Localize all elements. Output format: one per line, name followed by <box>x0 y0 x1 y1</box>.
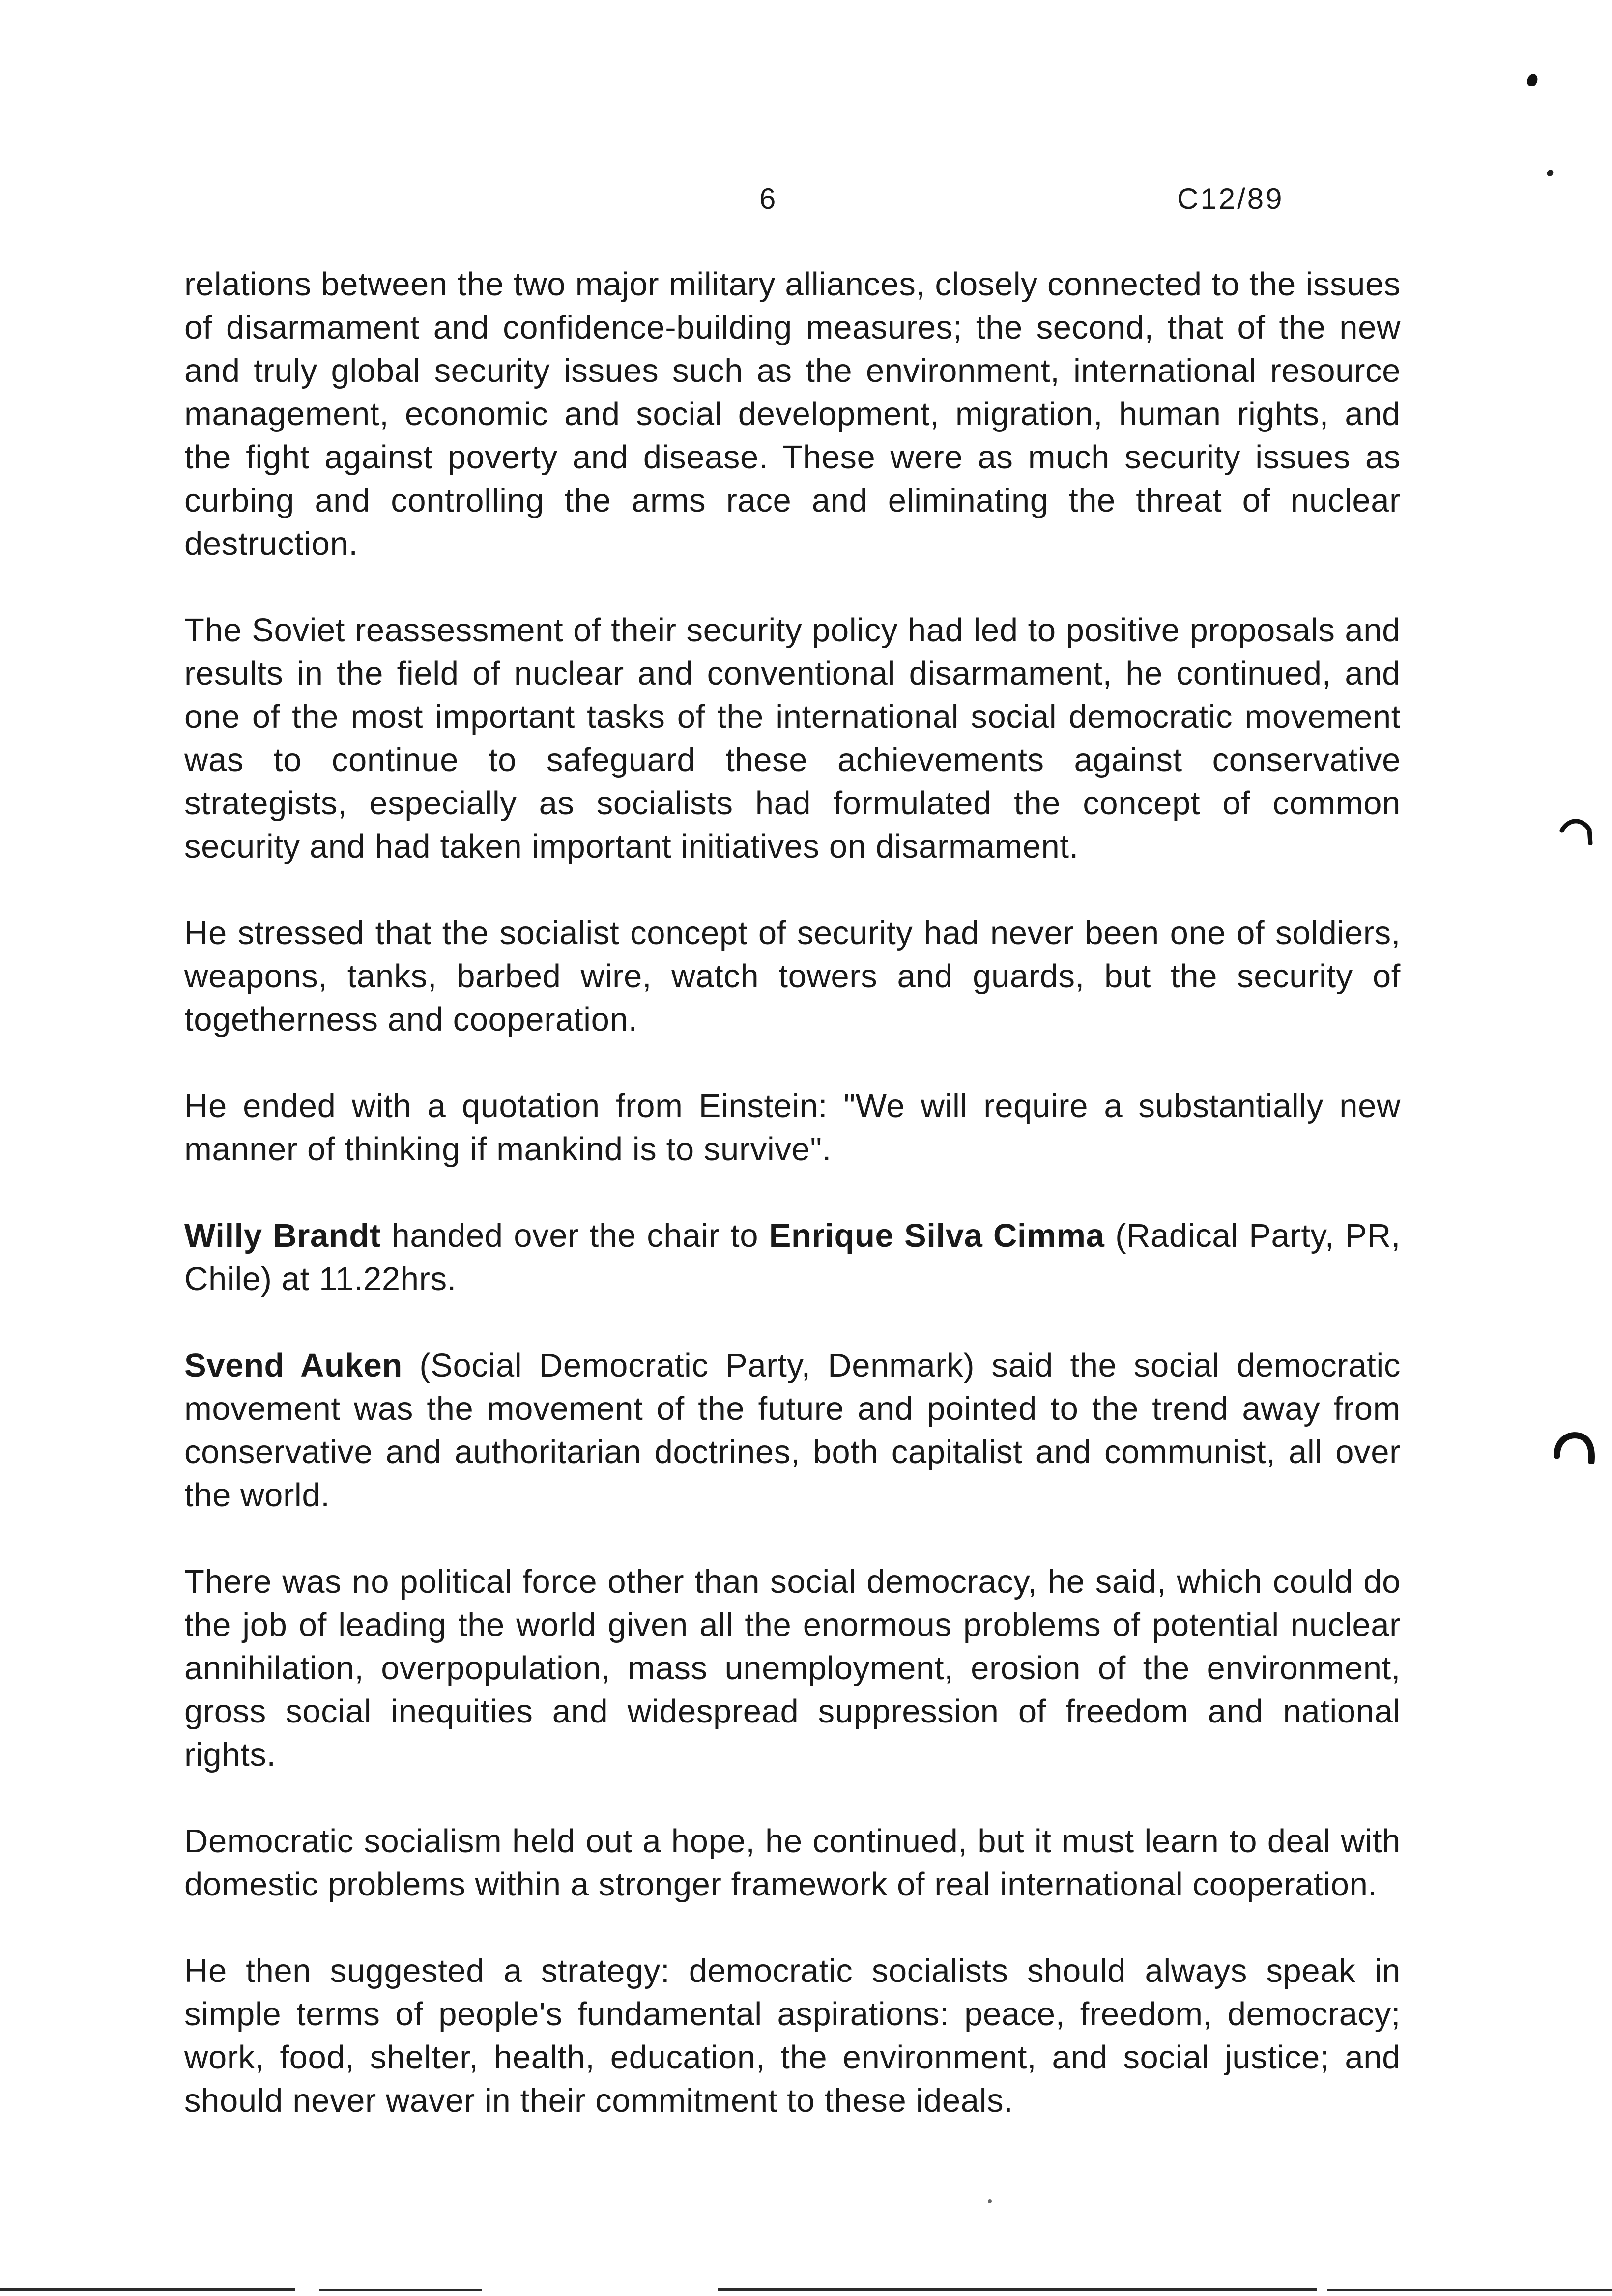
paragraph-socialist-concept: He stressed that the socialist concept of security had never been one of soldiers, weapons, tanks, barbed wire, watch towers and guards, but the security of togetherness and cooperation. <box>184 915 1401 1038</box>
document-reference: C12/89 <box>1177 182 1284 215</box>
paragraph-soviet-reassessment: The Soviet reassessment of their security policy had led to positive proposals and results in the field of nuclear and conventional disarmament, he continued, and one of the most important tasks of the international social democratic movement was to continue to safeguard these achievements against conservative strategists, especially as socialists had formulated the concept of common security and had taken important initiatives on disarmament. <box>184 612 1401 865</box>
speaker-name: Enrique Silva Cimma <box>769 1217 1105 1254</box>
paragraph-text: (Social Democratic Party, Denmark) said the social democratic movement was the movement of the future and pointed to the trend away from conservative and authoritarian doctrines, both capitalist and communist, all over the world. <box>184 1347 1401 1514</box>
paragraph-security-issues: relations between the two major military alliances, closely connected to the issues of disarmament and confidence-building measures; the second, that of the new and truly global security issues such as the environment, international resource management, economic and social development, migration, human rights, and the fight against poverty and disease. These were as much security issues as curbing and controlling the arms race and eliminating the threat of nuclear destruction. <box>184 266 1401 562</box>
scan-speck <box>988 2199 992 2203</box>
paragraph-text: (Radical Party, PR, Chile) at 11.22hrs. <box>184 1217 1401 1297</box>
page-number: 6 <box>759 182 777 215</box>
speaker-name: Willy Brandt <box>184 1217 381 1254</box>
paragraph-political-force: There was no political force other than social democracy, he said, which could do the job of leading the world given all the enormous problems of potential nuclear annihilation, overpopulation, mass unemployment, erosion of the environment, gross social inequities and widespread suppression of freedom and national rights. <box>184 1563 1401 1773</box>
paragraph-chair-handover <box>184 1214 1401 1301</box>
paragraph-strategy: He then suggested a strategy: democratic socialists should always speak in simple terms of people's fundamental aspirations: peace, freedom, democracy; work, food, shelter, health, education, the environment, and social justice; and should never waver in their commitment to these ideals. <box>184 1952 1401 2119</box>
scan-dot-mark <box>1526 72 1539 87</box>
paragraph-einstein-quote: He ended with a quotation from Einstein: "We will require a substantially new manner of thinking if mankind is to survive". <box>184 1088 1401 1168</box>
scan-hook-mark <box>1559 816 1594 845</box>
speaker-name: Svend Auken <box>184 1347 403 1384</box>
paragraph-text: handed over the chair to <box>380 1217 769 1254</box>
document-body <box>184 263 1401 2123</box>
scan-dot-mark <box>1546 169 1554 177</box>
paragraph-auken-speech <box>184 1344 1401 1517</box>
footer-rule <box>0 2288 1612 2291</box>
scan-hook-mark <box>1552 1429 1596 1464</box>
paragraph-democratic-socialism: Democratic socialism held out a hope, he continued, but it must learn to deal with domestic problems within a stronger framework of real international cooperation. <box>184 1823 1401 1903</box>
